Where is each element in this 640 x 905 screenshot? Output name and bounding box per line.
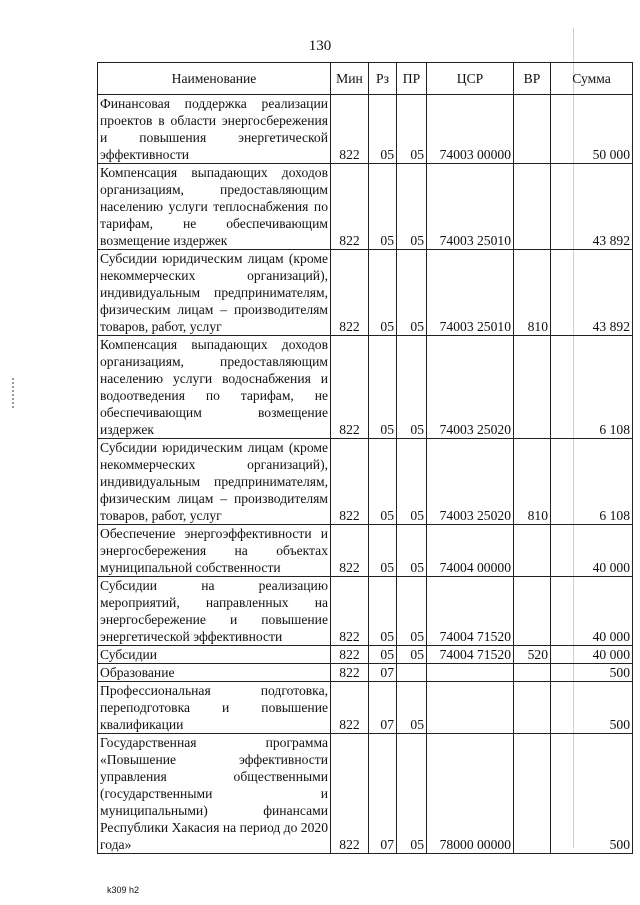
- header-vr: ВР: [514, 63, 551, 95]
- cell-vr: [514, 682, 551, 734]
- table-row: [98, 95, 633, 164]
- cell-sum: 40 000: [551, 577, 633, 646]
- table-row: [98, 646, 633, 664]
- table-row: [98, 734, 633, 854]
- cell-vr: [514, 664, 551, 682]
- cell-pr: [397, 664, 427, 682]
- cell-csr: 74004 00000: [427, 525, 514, 577]
- cell-min: 822: [331, 439, 369, 525]
- cell-sum: 43 892: [551, 164, 633, 250]
- cell-min: 822: [331, 95, 369, 164]
- header-rz: Рз: [369, 63, 397, 95]
- table-row: [98, 525, 633, 577]
- cell-rz: 07: [369, 734, 397, 854]
- cell-pr: 05: [397, 164, 427, 250]
- table-row: [98, 164, 633, 250]
- cell-name: Субсидии юридическим лицам (кроме некоммерческих организаций), индивидуальным предпринимателям, физическим лицам – производителям товаров, работ, услуг: [98, 250, 331, 336]
- cell-rz: 05: [369, 95, 397, 164]
- page-number: 130: [308, 38, 332, 54]
- cell-min: 822: [331, 664, 369, 682]
- cell-csr: 74003 25020: [427, 336, 514, 439]
- cell-name: Субсидии: [98, 646, 331, 664]
- cell-csr: 74004 71520: [427, 577, 514, 646]
- cell-vr: [514, 95, 551, 164]
- cell-pr: 05: [397, 646, 427, 664]
- cell-csr: 78000 00000: [427, 734, 514, 854]
- cell-sum: 40 000: [551, 646, 633, 664]
- cell-rz: 05: [369, 439, 397, 525]
- cell-min: 822: [331, 646, 369, 664]
- scan-artifact-dots: [12, 378, 16, 408]
- header-sum: Сумма: [551, 63, 633, 95]
- cell-vr: [514, 577, 551, 646]
- cell-sum: 500: [551, 682, 633, 734]
- cell-min: 822: [331, 682, 369, 734]
- cell-pr: 05: [397, 250, 427, 336]
- header-name: Наименование: [98, 63, 331, 95]
- cell-vr: 520: [514, 646, 551, 664]
- cell-vr: [514, 336, 551, 439]
- cell-pr: 05: [397, 336, 427, 439]
- cell-rz: 05: [369, 250, 397, 336]
- cell-rz: 05: [369, 646, 397, 664]
- cell-csr: 74003 25010: [427, 164, 514, 250]
- header-min: Мин: [331, 63, 369, 95]
- cell-rz: 05: [369, 164, 397, 250]
- table-row: [98, 439, 633, 525]
- header-csr: ЦСР: [427, 63, 514, 95]
- cell-sum: 6 108: [551, 439, 633, 525]
- cell-name: Компенсация выпадающих доходов организациям, предоставляющим населению услуги водоснабжения и водоотведения по тарифам, не обеспечивающим возмещение издержек: [98, 336, 331, 439]
- cell-sum: 43 892: [551, 250, 633, 336]
- cell-name: Обеспечение энергоэффективности и энергосбережения на объектах муниципальной собственности: [98, 525, 331, 577]
- cell-name: Государственная программа «Повышение эффективности управления общественными (государственными и муниципальными) финансами Республики Хакасия на период до 2020 года»: [98, 734, 331, 854]
- cell-min: 822: [331, 734, 369, 854]
- cell-sum: 500: [551, 664, 633, 682]
- cell-min: 822: [331, 164, 369, 250]
- cell-csr: [427, 682, 514, 734]
- table-row: [98, 664, 633, 682]
- budget-table: [97, 62, 633, 854]
- cell-name: Субсидии на реализацию мероприятий, направленных на энергосбережение и повышение энергетической эффективности: [98, 577, 331, 646]
- cell-name: Субсидии юридическим лицам (кроме некоммерческих организаций), индивидуальным предпринимателям, физическим лицам – производителям товаров, работ, услуг: [98, 439, 331, 525]
- cell-rz: 07: [369, 664, 397, 682]
- cell-min: 822: [331, 525, 369, 577]
- cell-pr: 05: [397, 734, 427, 854]
- cell-name: Компенсация выпадающих доходов организациям, предоставляющим населению услуги теплоснабжения по тарифам, не обеспечивающим возмещение издержек: [98, 164, 331, 250]
- cell-csr: 74003 25020: [427, 439, 514, 525]
- table-row: [98, 250, 633, 336]
- cell-vr: [514, 525, 551, 577]
- table-row: [98, 336, 633, 439]
- cell-name: Профессиональная подготовка, переподготовка и повышение квалификации: [98, 682, 331, 734]
- cell-rz: 05: [369, 336, 397, 439]
- cell-rz: 07: [369, 682, 397, 734]
- cell-rz: 05: [369, 525, 397, 577]
- cell-pr: 05: [397, 439, 427, 525]
- cell-name: Финансовая поддержка реализации проектов в области энергосбережения и повышения энергетической эффективности: [98, 95, 331, 164]
- table-row: [98, 682, 633, 734]
- cell-vr: 810: [514, 250, 551, 336]
- cell-sum: 500: [551, 734, 633, 854]
- cell-sum: 50 000: [551, 95, 633, 164]
- cell-csr: [427, 664, 514, 682]
- header-pr: ПР: [397, 63, 427, 95]
- cell-min: 822: [331, 250, 369, 336]
- cell-name: Образование: [98, 664, 331, 682]
- cell-min: 822: [331, 577, 369, 646]
- table-row: [98, 577, 633, 646]
- cell-min: 822: [331, 336, 369, 439]
- header-row: [98, 63, 633, 95]
- footer-code: k309 h2: [107, 885, 140, 895]
- cell-vr: [514, 734, 551, 854]
- cell-rz: 05: [369, 577, 397, 646]
- cell-pr: 05: [397, 682, 427, 734]
- cell-csr: 74004 71520: [427, 646, 514, 664]
- cell-pr: 05: [397, 95, 427, 164]
- cell-sum: 6 108: [551, 336, 633, 439]
- cell-sum: 40 000: [551, 525, 633, 577]
- cell-csr: 74003 25010: [427, 250, 514, 336]
- cell-vr: 810: [514, 439, 551, 525]
- cell-pr: 05: [397, 577, 427, 646]
- cell-pr: 05: [397, 525, 427, 577]
- cell-vr: [514, 164, 551, 250]
- cell-csr: 74003 00000: [427, 95, 514, 164]
